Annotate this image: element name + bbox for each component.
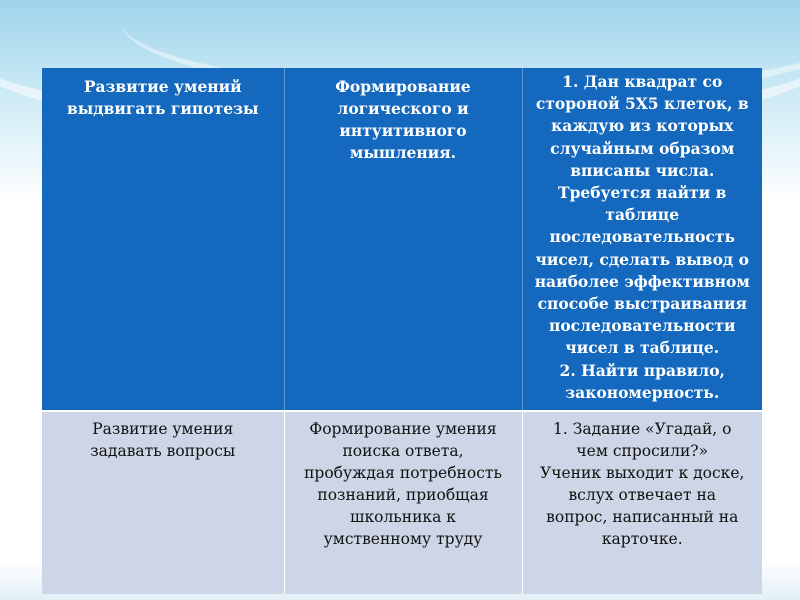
cell-text-line: мышления. <box>349 143 457 162</box>
cell-text-line: вписаны числа. <box>570 160 715 180</box>
cell-text-line: карточке. <box>601 530 683 549</box>
cell-text-line: школьника к <box>350 508 456 527</box>
cell-text-line: чем спросили?» <box>576 442 709 461</box>
cell-text-line: задавать вопросы <box>90 442 236 461</box>
cell-text-line: таблице <box>605 205 680 225</box>
cell-text-line: Развитие умений <box>83 77 242 96</box>
cell-text-line: случайным образом <box>550 138 735 158</box>
cell-text-line: 1. Задание «Угадай, о <box>552 420 732 439</box>
cell-text-line: Ученик выходит к доске, <box>540 464 745 483</box>
cell-text-line: вопрос, написанный на <box>546 508 739 527</box>
cell-formation-search <box>284 411 522 594</box>
cell-text-line: Формирование <box>335 77 471 96</box>
cell-text-line: Развитие умения <box>92 420 234 439</box>
cell-formation-thinking <box>284 68 522 411</box>
cell-text-line: Требуется найти в <box>558 183 727 203</box>
cell-text-line: стороной 5Х5 клеток, в <box>535 94 749 114</box>
table-row-header <box>42 68 762 411</box>
cell-text-line: умственному труду <box>323 530 483 549</box>
cell-skill-hypotheses <box>42 68 284 411</box>
cell-task-guess <box>522 411 762 594</box>
cell-text-line: чисел в таблице. <box>565 338 720 358</box>
cell-text-line: чисел, сделать вывод о <box>535 249 749 269</box>
cell-text-line: логического и <box>337 99 469 118</box>
content-table <box>42 68 762 594</box>
cell-task-square <box>522 68 762 411</box>
cell-text-line: каждую из которых <box>551 116 734 136</box>
cell-text-line: закономерность. <box>565 382 720 402</box>
cell-text-line: Формирование умения <box>309 420 497 439</box>
cell-text-line: последовательность <box>549 227 736 247</box>
cell-text-line: познаний, приобщая <box>317 486 489 505</box>
cell-text-line: выдвигать гипотезы <box>66 99 259 118</box>
cell-text-line: 1. Дан квадрат со <box>562 72 723 91</box>
cell-text-line: способе выстраивания <box>537 294 747 314</box>
cell-text-line: интуитивного <box>339 121 467 140</box>
cell-skill-questions <box>42 411 284 594</box>
table-row-body <box>42 411 762 594</box>
cell-text-line: последовательности <box>548 316 736 336</box>
cell-text-line: наиболее эффективном <box>534 271 750 291</box>
cell-text-line: 2. Найти правило, <box>559 360 725 380</box>
cell-text-line: вслух отвечает на <box>568 486 717 505</box>
cell-text-line: пробуждая потребность <box>304 464 502 483</box>
cell-text-line: поиска ответа, <box>342 442 464 461</box>
